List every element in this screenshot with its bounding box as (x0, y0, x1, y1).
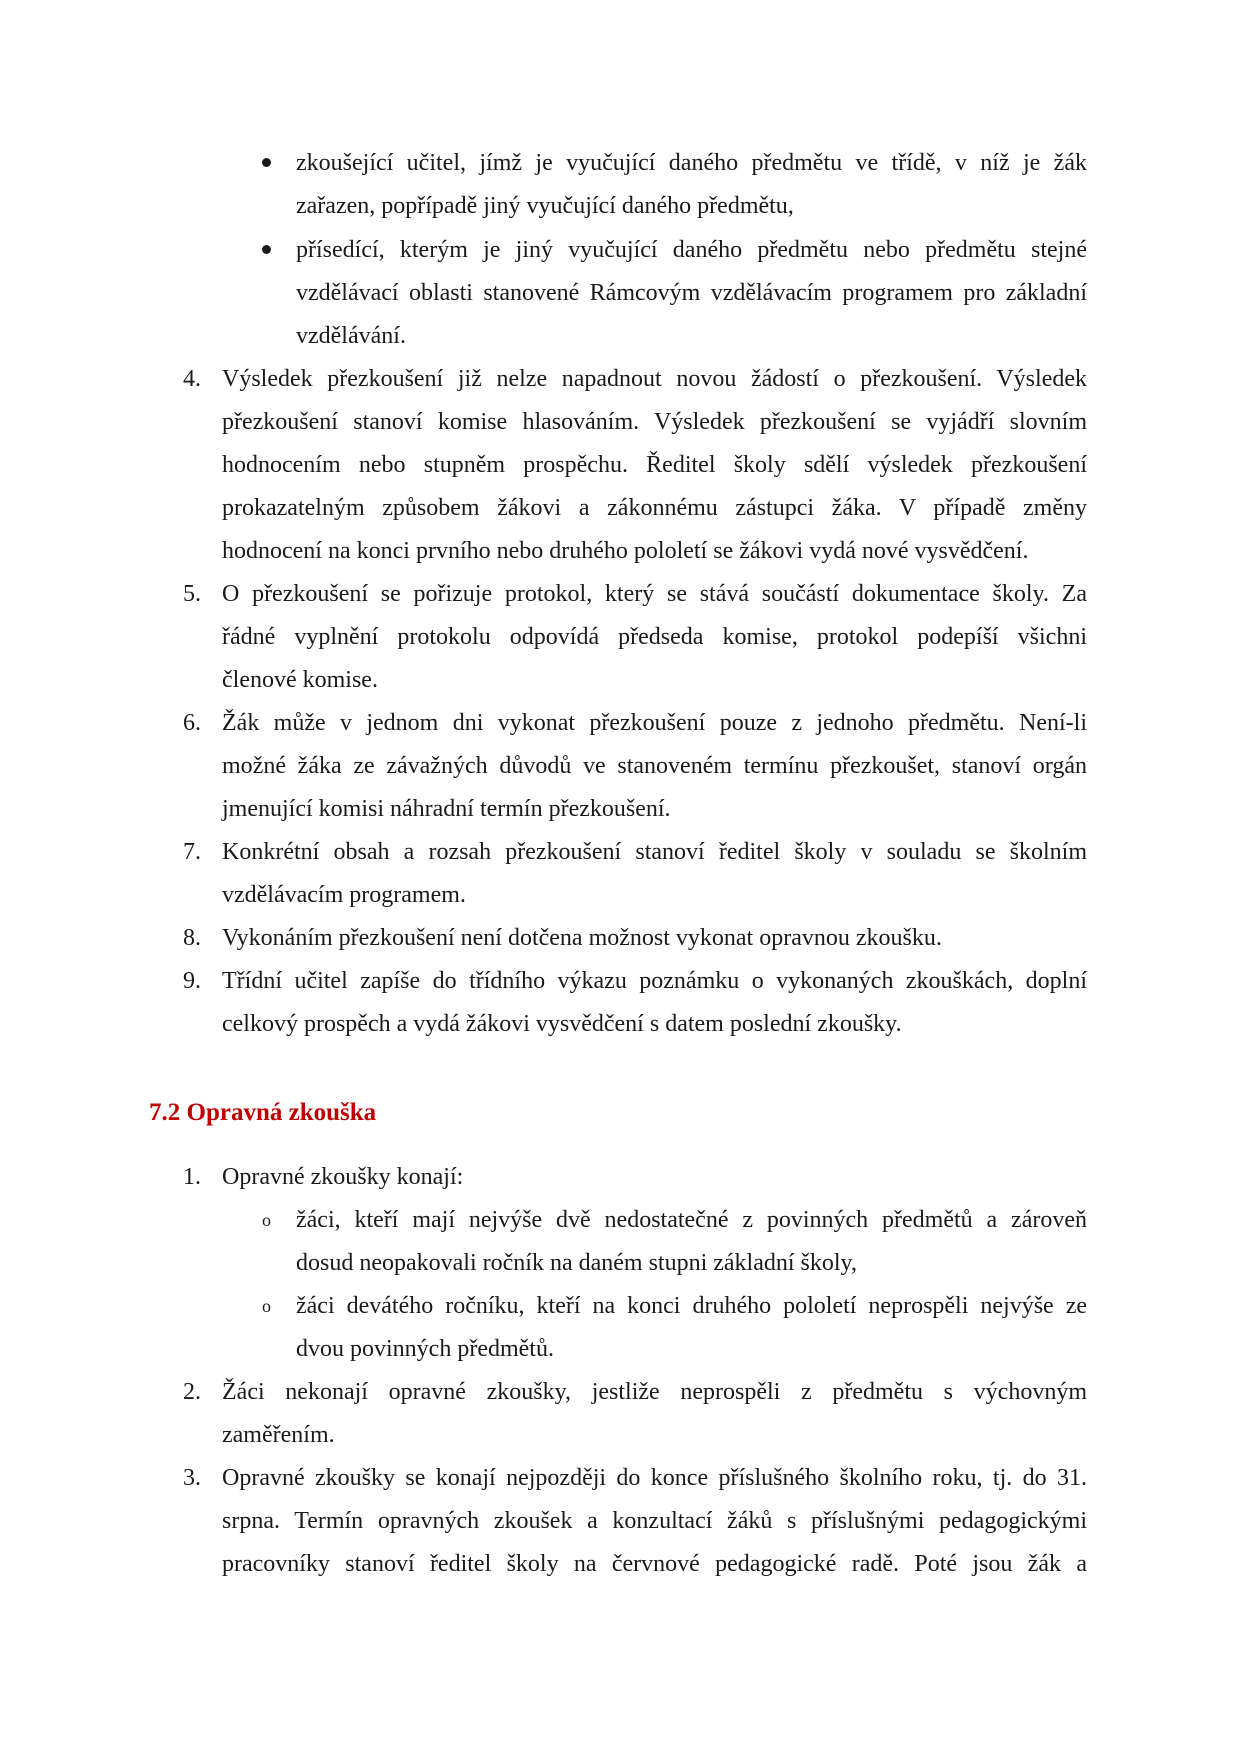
bullet-line: vzdělávací oblasti stanovené Rámcovým vzdělávacím programem pro základní (296, 280, 1087, 306)
list-item-line: možné žáka ze závažných důvodů ve stanoveném termínu přezkoušet, stanoví orgán (222, 753, 1087, 779)
section-heading: 7.2 Opravná zkouška (149, 1099, 377, 1126)
bullet-marker (262, 158, 271, 167)
sub-bullet-line: žáci devátého ročníku, kteří na konci druhého pololetí neprospěli nejvýše ze (296, 1293, 1087, 1319)
list-item-line: vzdělávacím programem. (222, 882, 466, 908)
list-number: 7. (183, 839, 201, 865)
sub-bullet-line: dvou povinných předmětů. (296, 1336, 554, 1362)
list-number: 9. (183, 968, 201, 994)
list-item-line: O přezkoušení se pořizuje protokol, který se stává součástí dokumentace školy. Za (222, 581, 1087, 607)
sub-bullet-marker: o (262, 1210, 271, 1230)
bullet-line: zařazen, popřípadě jiný vyučující daného předmětu, (296, 193, 794, 219)
list-number: 6. (183, 710, 201, 736)
sub-bullet-line: žáci, kteří mají nejvýše dvě nedostatečné z povinných předmětů a zároveň (296, 1207, 1087, 1233)
list-item-line: Opravné zkoušky se konají nejpozději do konce příslušného školního roku, tj. do 31. (222, 1465, 1087, 1491)
bullet-line: zkoušející učitel, jímž je vyučující daného předmětu ve třídě, v níž je žák (296, 150, 1087, 176)
list-item-line: jmenující komisi náhradní termín přezkoušení. (222, 796, 671, 822)
list-number: 4. (183, 366, 201, 392)
list-number: 8. (183, 925, 201, 951)
list-number: 3. (183, 1465, 201, 1491)
list-number: 2. (183, 1379, 201, 1405)
list-item-line: Výsledek přezkoušení již nelze napadnout novou žádostí o přezkoušení. Výsledek (222, 366, 1087, 392)
list-item-line: Konkrétní obsah a rozsah přezkoušení stanoví ředitel školy v souladu se školním (222, 839, 1087, 865)
list-item-line: hodnocením nebo stupněm prospěchu. Ředitel školy sdělí výsledek přezkoušení (222, 452, 1087, 478)
list-item-line: Vykonáním přezkoušení není dotčena možnost vykonat opravnou zkoušku. (222, 925, 942, 951)
list-item-line: srpna. Termín opravných zkoušek a konzultací žáků s příslušnými pedagogickými (222, 1508, 1087, 1534)
list-item-line: přezkoušení stanoví komise hlasováním. Výsledek přezkoušení se vyjádří slovním (222, 409, 1087, 435)
bullet-line: přísedící, kterým je jiný vyučující daného předmětu nebo předmětu stejné (296, 237, 1087, 263)
bullet-marker (262, 245, 271, 254)
list-item-line: Třídní učitel zapíše do třídního výkazu poznámku o vykonaných zkouškách, doplní (222, 968, 1087, 994)
bullet-line: vzdělávání. (296, 323, 406, 349)
list-item-line: členové komise. (222, 667, 378, 693)
list-item-line: řádné vyplnění protokolu odpovídá předseda komise, protokol podepíší všichni (222, 624, 1087, 650)
list-item-line: Opravné zkoušky konají: (222, 1164, 464, 1190)
sub-bullet-marker: o (262, 1296, 271, 1316)
list-item-line: celkový prospěch a vydá žákovi vysvědčení s datem poslední zkoušky. (222, 1011, 902, 1037)
list-item-line: zaměřením. (222, 1422, 335, 1448)
list-number: 5. (183, 581, 201, 607)
list-item-line: hodnocení na konci prvního nebo druhého pololetí se žákovi vydá nové vysvědčení. (222, 538, 1029, 564)
list-number: 1. (183, 1164, 201, 1190)
list-item-line: Žáci nekonají opravné zkoušky, jestliže neprospěli z předmětu s výchovným (222, 1379, 1087, 1405)
list-item-line: Žák může v jednom dni vykonat přezkoušení pouze z jednoho předmětu. Není-li (222, 710, 1087, 736)
list-item-line: prokazatelným způsobem žákovi a zákonnému zástupci žáka. V případě změny (222, 495, 1087, 521)
list-item-line: pracovníky stanoví ředitel školy na červnové pedagogické radě. Poté jsou žák a (222, 1551, 1087, 1577)
sub-bullet-line: dosud neopakovali ročník na daném stupni základní školy, (296, 1250, 857, 1276)
